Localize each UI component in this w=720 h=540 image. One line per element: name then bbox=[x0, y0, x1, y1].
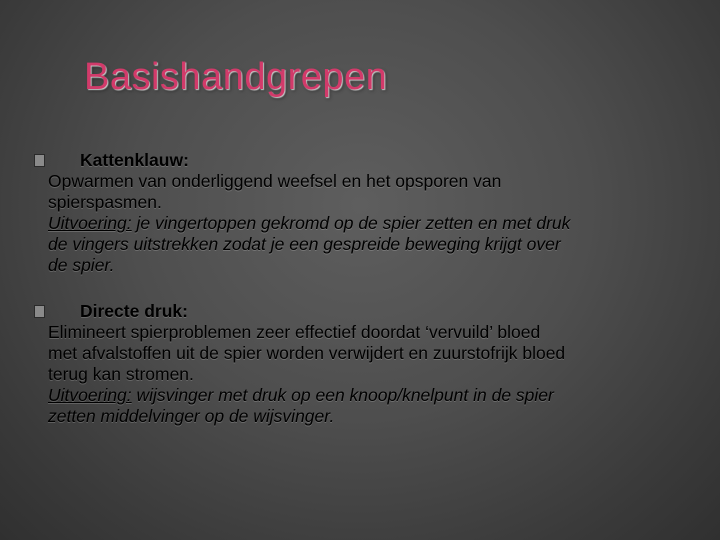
square-bullet-icon bbox=[34, 154, 45, 167]
uitvoering-line: de spier. bbox=[48, 255, 115, 275]
uitvoering-line: de vingers uitstrekken zodat je een gespreide beweging krijgt over bbox=[48, 234, 561, 254]
uitvoering-text: wijsvinger met druk op een knoop/knelpunt in de spier bbox=[131, 385, 554, 405]
uitvoering-label: Uitvoering: bbox=[48, 213, 132, 233]
section-kattenklauw bbox=[48, 150, 688, 276]
description-line: Opwarmen van onderliggend weefsel en het opsporen van bbox=[48, 171, 502, 191]
uitvoering-line bbox=[48, 213, 688, 234]
uitvoering-line: zetten middelvinger op de wijsvinger. bbox=[48, 406, 335, 426]
uitvoering-line bbox=[48, 385, 688, 406]
square-bullet-icon bbox=[34, 305, 45, 318]
section-heading-line bbox=[48, 301, 688, 322]
uitvoering-text: je vingertoppen gekromd op de spier zetten en met druk bbox=[131, 213, 571, 233]
description-line: Elimineert spierproblemen zeer effectief doordat ‘vervuild’ bloed bbox=[48, 322, 541, 342]
slide-title: Basishandgrepen bbox=[84, 56, 388, 98]
description-line: terug kan stromen. bbox=[48, 364, 194, 384]
section-heading: Directe druk: bbox=[80, 301, 188, 321]
section-heading: Kattenklauw: bbox=[80, 150, 189, 170]
section-directe-druk bbox=[48, 301, 688, 427]
description-line: spierspasmen. bbox=[48, 192, 162, 212]
slide-content bbox=[48, 150, 688, 427]
uitvoering-label: Uitvoering: bbox=[48, 385, 132, 405]
description-line: met afvalstoffen uit de spier worden verwijdert en zuurstofrijk bloed bbox=[48, 343, 566, 363]
section-heading-line bbox=[48, 150, 688, 171]
